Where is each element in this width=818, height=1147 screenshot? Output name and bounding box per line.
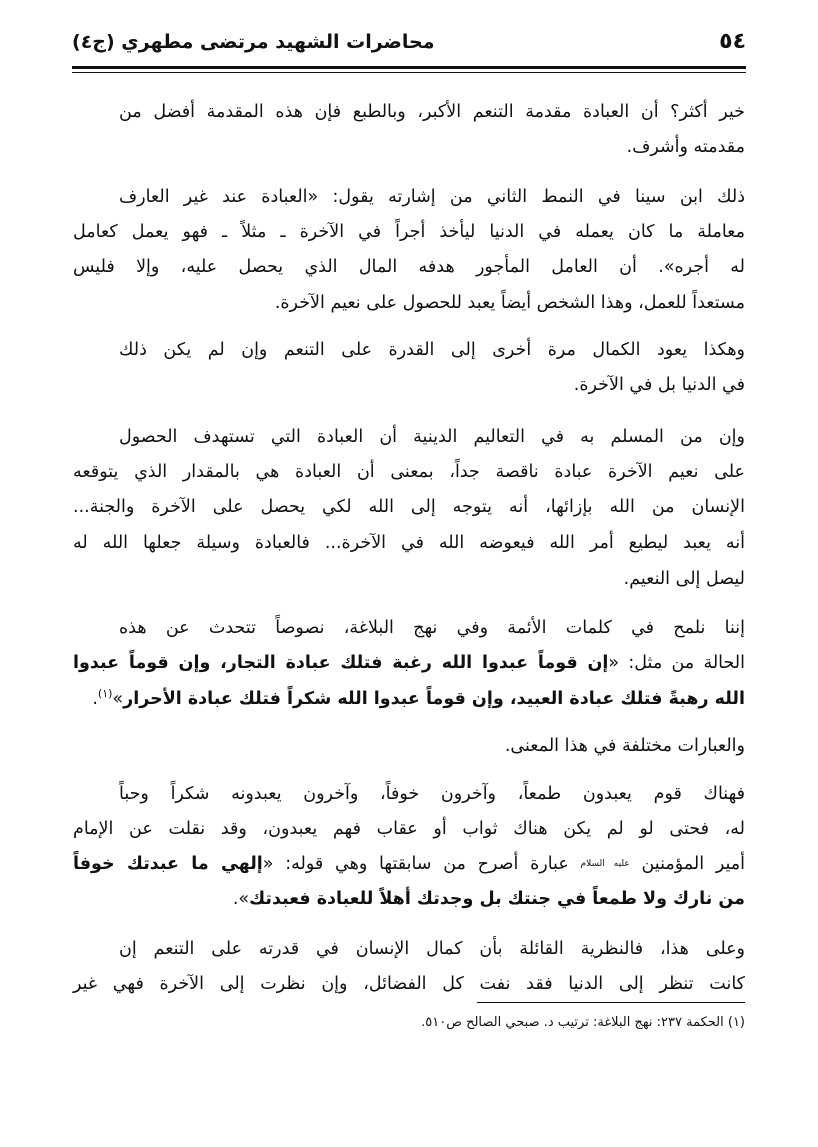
text-segment: إننا نلمح في كلمات الأئمة وفي نهج البلاغة، نصوصاً تتحدث عن هذه: [119, 618, 745, 638]
text-segment: وإن من المسلم به في التعاليم الدينية أن العبادة التي تستهدف الحصول: [119, 427, 745, 447]
text-segment: مستعداً للعمل، وهذا الشخص أيضاً يعبد للحصول على نعيم الآخرة.: [274, 293, 745, 313]
paragraph-6-line: [73, 846, 745, 882]
running-header: [72, 24, 746, 60]
text-segment: مقدمته وأشرف.: [626, 137, 745, 157]
paragraph-6-line: [119, 776, 745, 812]
paragraph-3-line: [73, 454, 745, 490]
text-segment: الحالة من مثل: «: [608, 653, 745, 673]
text-segment: معاملة ما كان يعمله في الدنيا ليأخذ أجراً في الآخرة ـ مثلاً ـ فهو يعمل كعامل: [73, 222, 745, 242]
text-segment: »: [112, 689, 124, 709]
footnote-marker: (١): [97, 687, 113, 701]
paragraph-4-line: [119, 610, 745, 646]
text-segment: عبارة أصرح من سابقتها وهي قوله: «: [262, 854, 581, 874]
quote-text: الله رهبةً فتلك عبادة العبيد، وإن قوماً عبدوا الله شكراً فتلك عبادة الأحرار: [123, 689, 745, 709]
text-segment: فهناك قوم يعبدون طمعاً، وآخرون خوفاً، وآخرون يعبدونه شكراً وحباً: [119, 784, 745, 804]
text-segment: أنه يعبد ليطيع أمر الله فيعوضه الله في الآخرة... فالعبادة وسيلة جعلها الله له: [73, 533, 745, 553]
paragraph-1-line: [73, 214, 745, 250]
paragraph-4-line: [73, 645, 745, 681]
text-segment: له أجره». أن العامل المأجور هدفه المال الذي يحصل عليه، وإلا فليس: [73, 257, 745, 277]
quote-text: إلهي ما عبدتك خوفاً: [73, 854, 263, 874]
paragraph-1-line: [119, 179, 745, 215]
footnote: (١) الحكمة ٢٣٧: نهج البلاغة: ترتيب د. صبحي الصالح ص٥١٠.: [421, 1015, 745, 1030]
paragraph-1-line: [73, 285, 745, 321]
paragraph-3-line: [73, 525, 745, 561]
text-segment: ».: [232, 889, 250, 909]
paragraph-5-line: [119, 728, 745, 764]
paragraph-3-line: [73, 561, 745, 597]
paragraph-0-line: [73, 129, 745, 165]
paragraph-2-line: [119, 332, 745, 368]
text-segment: وعلى هذا، فالنظرية القائلة بأن كمال الإنسان في قدرته على التنعم إن: [119, 939, 745, 959]
footnote-separator: [477, 1002, 745, 1003]
text-segment: على نعيم الآخرة عبادة ناقصة جداً، بمعنى أن العبادة هي بالمقدار الذي يتوقعه: [73, 462, 745, 482]
paragraph-3-line: [119, 419, 745, 455]
paragraph-1-line: [73, 249, 745, 285]
header-rule-thick: [72, 66, 746, 69]
text-segment: له، فحتى لو لم يكن هناك ثواب أو عقاب فهم يعبدون، وقد نقلت عن الإمام: [73, 819, 745, 839]
text-segment: الإنسان من الله بإزائها، أنه يتوجه إلى الله لكي يحصل على الآخرة والجنة...: [73, 497, 745, 517]
honorific-symbol: عليه السلام: [580, 859, 630, 869]
text-segment: ذلك ابن سينا في النمط الثاني من إشارته يقول: «العبادة عند غير العارف: [119, 187, 745, 207]
paragraph-3-line: [73, 489, 745, 525]
header-rule-thin: [72, 72, 746, 73]
paragraph-2-line: [73, 367, 745, 403]
quote-text: من نارك ولا طمعاً في جنتك بل وجدتك أهلاً للعبادة فعبدتك: [249, 889, 745, 909]
text-segment: أمير المؤمنين: [629, 854, 745, 874]
page-number: ٥٤: [719, 29, 746, 54]
paragraph-6-line: [73, 811, 745, 847]
paragraph-6-line: [73, 881, 745, 917]
text-segment: وهكذا يعود الكمال مرة أخرى إلى القدرة على التنعم وإن لم يكن ذلك: [119, 340, 745, 360]
running-title: محاضرات الشهيد مرتضى مطهري (ج٤): [72, 31, 435, 53]
text-segment: .: [92, 689, 98, 709]
paragraph-7-line: [119, 931, 745, 967]
text-segment: في الدنيا بل في الآخرة.: [573, 375, 745, 395]
text-segment: ليصل إلى النعيم.: [623, 569, 745, 589]
text-segment: خير أكثر؟ أن العبادة مقدمة التنعم الأكبر، وبالطبع فإن هذه المقدمة أفضل من: [119, 102, 745, 122]
paragraph-7-line: [73, 966, 745, 1002]
paragraph-4-line: [73, 681, 745, 717]
quote-text: إن قوماً عبدوا الله رغبة فتلك عبادة التجار، وإن قوماً عبدوا: [73, 653, 609, 673]
text-segment: كانت تنظر إلى الدنيا فقد نفت كل الفضائل، وإن نظرت إلى الآخرة فهي غير: [73, 974, 745, 994]
text-segment: والعبارات مختلفة في هذا المعنى.: [504, 736, 745, 756]
paragraph-0-line: [119, 94, 745, 130]
